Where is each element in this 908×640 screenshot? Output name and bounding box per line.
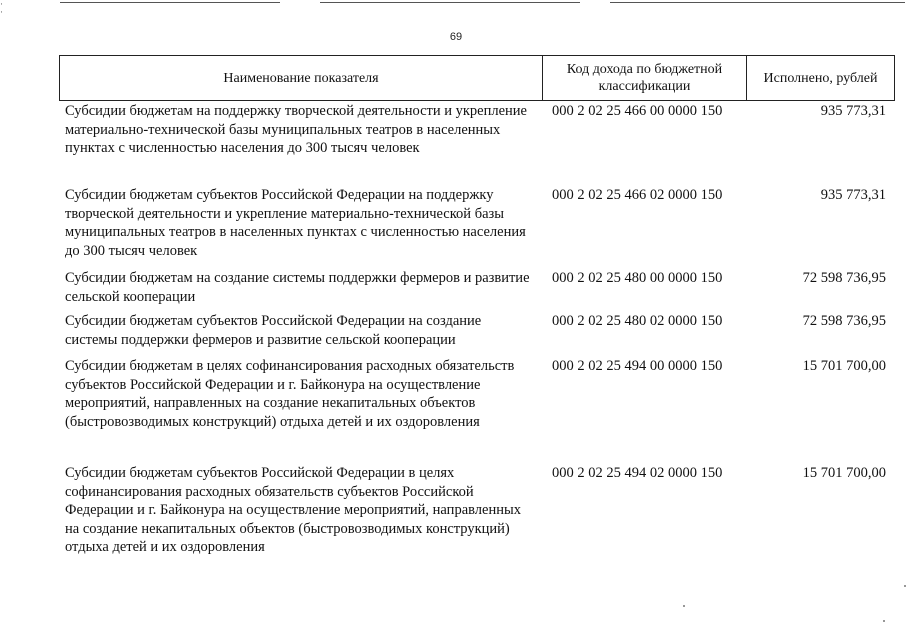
header-amount-column: Исполнено, рублей	[763, 70, 878, 86]
scan-speck	[883, 620, 885, 622]
table-header	[59, 55, 895, 101]
row-code: 000 2 02 25 480 00 0000 150	[552, 270, 723, 286]
row-name: Субсидии бюджетам субъектов Российской Федерации на создание системы поддержки фермеров и развитие сельской кооперации	[65, 313, 482, 348]
scan-corner-mark: · ·	[0, 0, 3, 17]
header-name-column: Наименование показателя	[60, 56, 543, 100]
row-name: Субсидии бюджетам субъектов Российской Федерации на поддержку творческой деятельности и укрепление материально-технической базы муниципальных театров в населенных пунктах с численностью населения до 300 тысяч человек	[65, 187, 526, 259]
page-number: 69	[449, 31, 463, 43]
top-edge-rule	[60, 2, 905, 3]
row-name: Субсидии бюджетам в целях софинансирования расходных обязательств субъектов Российской Федерации и г. Байконура на осуществление мероприятий, направленных на создание некапитальных объектов (быстровозводимых конструкций) отдыха детей и их оздоровления	[65, 358, 515, 430]
row-code: 000 2 02 25 480 02 0000 150	[552, 313, 723, 329]
row-amount: 935 773,31	[820, 187, 886, 203]
row-amount: 72 598 736,95	[802, 270, 886, 286]
row-amount: 15 701 700,00	[802, 465, 886, 481]
row-name: Субсидии бюджетам на поддержку творческой деятельности и укрепление материально-технической базы муниципальных театров в населенных пунктах с численностью населения до 300 тысяч человек	[65, 103, 527, 156]
row-code: 000 2 02 25 466 00 0000 150	[552, 103, 723, 119]
row-amount: 935 773,31	[820, 103, 886, 119]
row-code: 000 2 02 25 494 02 0000 150	[552, 465, 723, 481]
row-name: Субсидии бюджетам на создание системы поддержки фермеров и развитие сельской кооперации	[65, 270, 530, 305]
scan-speck	[904, 585, 906, 587]
row-code: 000 2 02 25 494 00 0000 150	[552, 358, 723, 374]
row-amount: 15 701 700,00	[802, 358, 886, 374]
header-code-column: Код дохода по бюджетной классификации	[543, 56, 747, 100]
row-code: 000 2 02 25 466 02 0000 150	[552, 187, 723, 203]
row-amount: 72 598 736,95	[802, 313, 886, 329]
scan-speck	[683, 605, 685, 607]
row-name: Субсидии бюджетам субъектов Российской Федерации в целях софинансирования расходных обязательств субъектов Российской Федерации и г. Байконура на осуществление мероприятий, направленных на создание некапитальных объектов (быстровозводимых конструкций) отдыха детей и их оздоровления	[65, 465, 521, 555]
